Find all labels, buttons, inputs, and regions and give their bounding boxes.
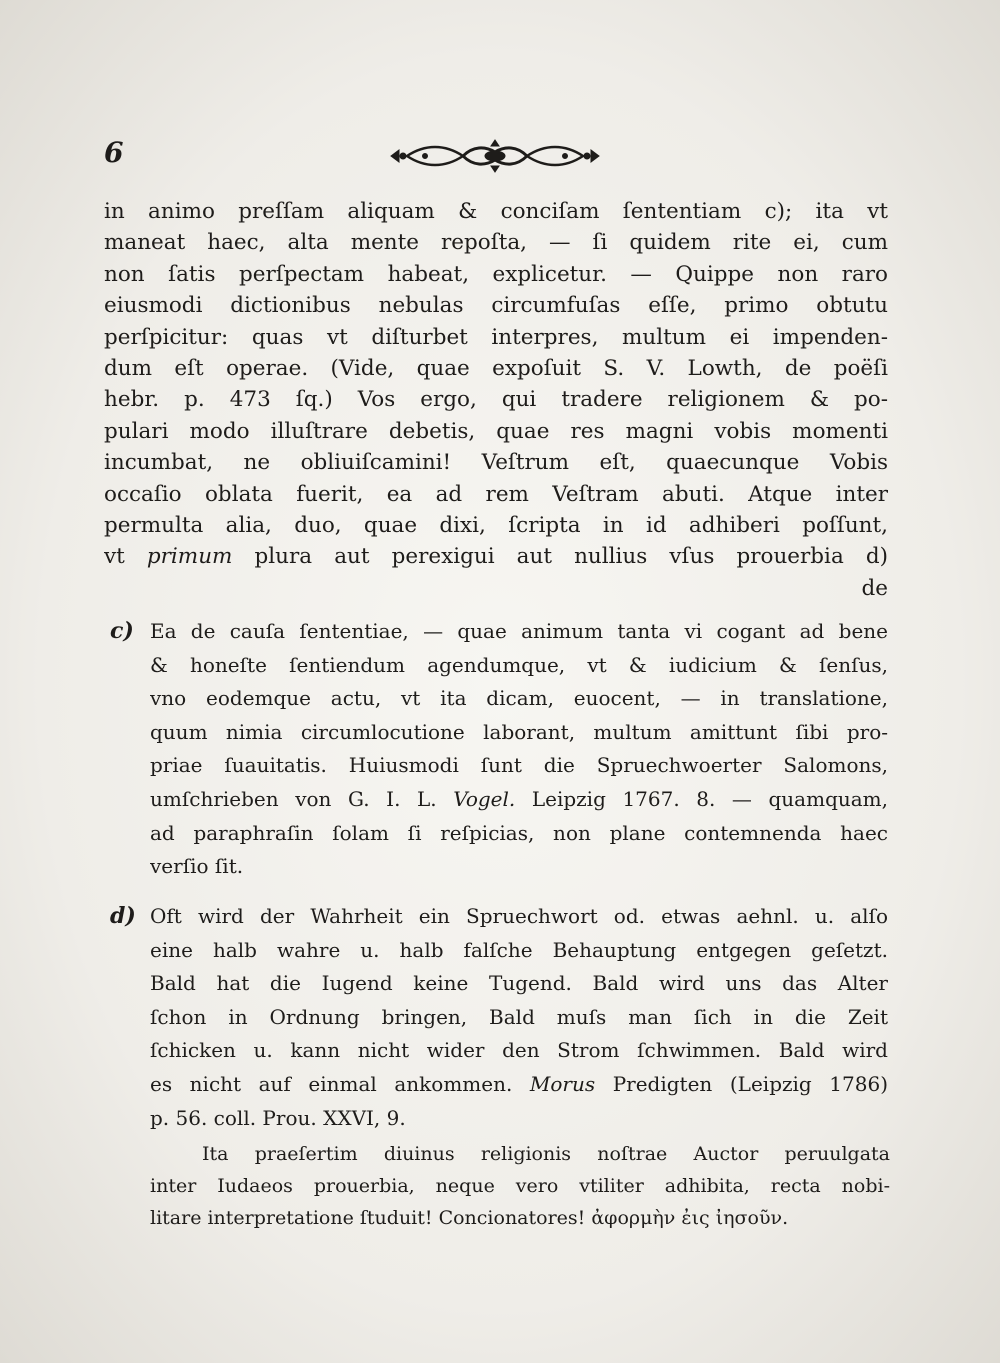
- footnote-line: Oft wird der Wahrheit ein Spruechwort od. etwas aehnl. u. alſo: [150, 904, 888, 928]
- text-segment: umſchrieben von G. I. L.: [150, 786, 454, 811]
- footnote-line: ſchicken u. kann nicht wider den Strom ſchwimmen. Bald wird: [150, 1038, 888, 1063]
- footnote-line: quum nimia circumlocutione laborant, multum amittunt ſibi pro-: [150, 719, 888, 744]
- italic-word: Morus: [529, 1071, 596, 1096]
- text-line: perſpicitur: quas vt diſturbet interpres, multum ei impenden-: [104, 324, 888, 350]
- text-line: non ſatis perſpectam habeat, explicetur. — Quippe non raro: [104, 261, 888, 287]
- footnote-line-with-italic: [150, 783, 888, 817]
- text-line: pulari modo illuſtrare debetis, quae res magni vobis momenti: [104, 418, 888, 444]
- footnote-marker: c): [110, 618, 134, 644]
- text-line: incumbat, ne obliuiſcamini! Veſtrum eſt, quaecunque Vobis: [104, 450, 888, 476]
- text-line: eiusmodi dictionibus nebulas circumfuſas eſſe, primo obtutu: [104, 293, 888, 319]
- footnote-line: ad paraphraſin ſolam ſi reſpicias, non plane contemnenda haec: [150, 820, 888, 845]
- text-line: hebr. p. 473 ſq.) Vos ergo, qui tradere religionem & po-: [104, 387, 888, 413]
- text-line-with-italic: [104, 541, 888, 572]
- text-segment: es nicht auf einmal ankommen.: [150, 1071, 530, 1096]
- footnote-line: p. 56. coll. Prou. XXVI, 9.: [150, 1105, 406, 1130]
- closing-paragraph: [150, 1138, 890, 1234]
- main-text: [104, 196, 888, 604]
- text-segment: plura aut perexigui aut nullius vſus prouerbia d): [232, 544, 888, 570]
- closing-line: Ita praeſertim diuinus religionis noſtrae Auctor peruulgata: [202, 1143, 890, 1165]
- text-segment: Predigten (Leipzig 1786): [595, 1071, 888, 1096]
- page-header: [100, 128, 890, 182]
- text-line: dum eſt operae. (Vide, quae expoſuit S. V. Lowth, de poëſi: [104, 356, 888, 382]
- footnote-c: [110, 615, 888, 884]
- footnote-line: vno eodemque actu, vt ita dicam, euocent, — in translatione,: [150, 686, 888, 711]
- text-line: occaſio oblata fuerit, ea ad rem Veſtram abuti. Atque inter: [104, 481, 888, 507]
- italic-word: Vogel.: [453, 786, 516, 811]
- footnote-line: priae ſuauitatis. Huiusmodi ſunt die Spruechwoerter Salomons,: [150, 753, 888, 778]
- footnote-line: Ea de cauſa ſententiae, — quae animum tanta vi cogant ad bene: [150, 619, 888, 643]
- closing-line: litare interpretatione ſtuduit! Concionatores! ἀφορμὴν ἐις ἰησοῦν.: [150, 1207, 789, 1229]
- footnote-line: Bald hat die Iugend keine Tugend. Bald wird uns das Alter: [150, 971, 888, 996]
- text-line: permulta alia, duo, quae dixi, ſcripta in id adhiberi poſſunt,: [104, 513, 888, 539]
- catchword: de: [861, 575, 888, 601]
- footnote-line: eine halb wahre u. halb falſche Behauptung entgegen geſetzt.: [150, 937, 888, 962]
- footnote-line: ſchon in Ordnung bringen, Bald muſs man ſich in die Zeit: [150, 1004, 888, 1029]
- text-line: maneat haec, alta mente repoſta, — ſi quidem rite ei, cum: [104, 230, 888, 256]
- text-line: in animo preſſam aliquam & conciſam ſententiam c); ita vt: [104, 199, 888, 224]
- footnote-d: [110, 900, 888, 1135]
- text-segment: Leipzig 1767. 8. — quamquam,: [515, 786, 888, 811]
- footnote-line: & honeſte ſentiendum agendumque, vt & iudicium & ſenſus,: [150, 652, 888, 677]
- page-number: 6: [104, 136, 124, 169]
- printers-ornament-icon: [385, 136, 605, 176]
- text-segment: vt: [104, 544, 147, 570]
- footnote-line: verſio ſit.: [150, 854, 244, 879]
- footnote-marker: d): [110, 903, 136, 929]
- italic-word: primum: [146, 544, 233, 570]
- closing-line: inter Iudaeos prouerbia, neque vero vtiliter adhibita, recta nobi-: [150, 1175, 890, 1197]
- footnote-line-with-italic: [150, 1068, 888, 1102]
